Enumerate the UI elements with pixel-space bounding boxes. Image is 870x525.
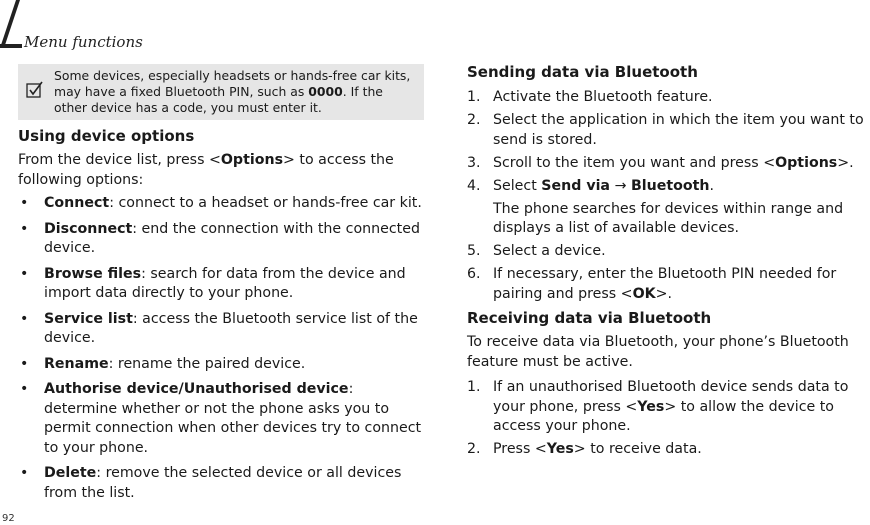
- section-heading-device-options: Using device options: [18, 127, 195, 145]
- header-bar: [0, 0, 22, 48]
- step-item: 4. Select Send via → Bluetooth.: [467, 177, 715, 194]
- list-item: • Connect: connect to a headset or hands-free car kit.: [20, 195, 422, 211]
- page-number: 92: [2, 513, 15, 524]
- step-item: 1. If an unauthorised Bluetooth device sends data to your phone, press <Yes> to allow the device to access your phone.: [467, 379, 849, 434]
- device-options-list: [18, 194, 428, 503]
- section-heading-sending: Sending data via Bluetooth: [467, 63, 698, 81]
- step-item: 2. Select the application in which the item you want to send is stored.: [467, 112, 864, 148]
- list-item: • Browse files: search for data from the device and import data directly to your phone.: [20, 265, 406, 301]
- sending-steps: [467, 88, 870, 304]
- page-header-title: Menu functions: [24, 33, 143, 51]
- note-box: [18, 64, 424, 120]
- receiving-intro: To receive data via Bluetooth, your phone’s Bluetooth feature must be active.: [467, 334, 849, 370]
- step-item: 1. Activate the Bluetooth feature.: [467, 89, 713, 105]
- note-text: Some devices, especially headsets or hands-free car kits, may have a fixed Bluetooth PIN, such as 0000. If the other device has a code, you must enter it.: [54, 68, 411, 116]
- device-options-intro: From the device list, press <Options> to access the following options:: [18, 152, 394, 188]
- check-icon: [26, 81, 44, 99]
- list-item: • Delete: remove the selected device or all devices from the list.: [20, 465, 402, 501]
- left-column: [18, 64, 428, 509]
- right-column: [467, 62, 870, 463]
- step-item: 3. Scroll to the item you want and press <Options>.: [467, 154, 854, 171]
- step-note: The phone searches for devices within range and displays a list of available devices.: [493, 200, 844, 236]
- list-item: • Service list: access the Bluetooth service list of the device.: [20, 310, 418, 346]
- pin-code: 0000: [308, 84, 343, 100]
- receiving-steps: [467, 378, 870, 460]
- list-item: • Rename: rename the paired device.: [20, 355, 306, 372]
- section-heading-receiving: Receiving data via Bluetooth: [467, 309, 712, 327]
- list-item: • Disconnect: end the connection with the connected device.: [20, 220, 420, 256]
- step-item: 2. Press <Yes> to receive data.: [467, 441, 702, 457]
- list-item: • Authorise device/Unauthorised device: determine whether or not the phone asks you to permit connection when other devices try to connect to your phone.: [20, 381, 422, 456]
- arrow-icon: →: [610, 177, 631, 194]
- step-item: 6. If necessary, enter the Bluetooth PIN needed for pairing and press <OK>.: [467, 266, 837, 302]
- step-item: 5. Select a device.: [467, 243, 606, 259]
